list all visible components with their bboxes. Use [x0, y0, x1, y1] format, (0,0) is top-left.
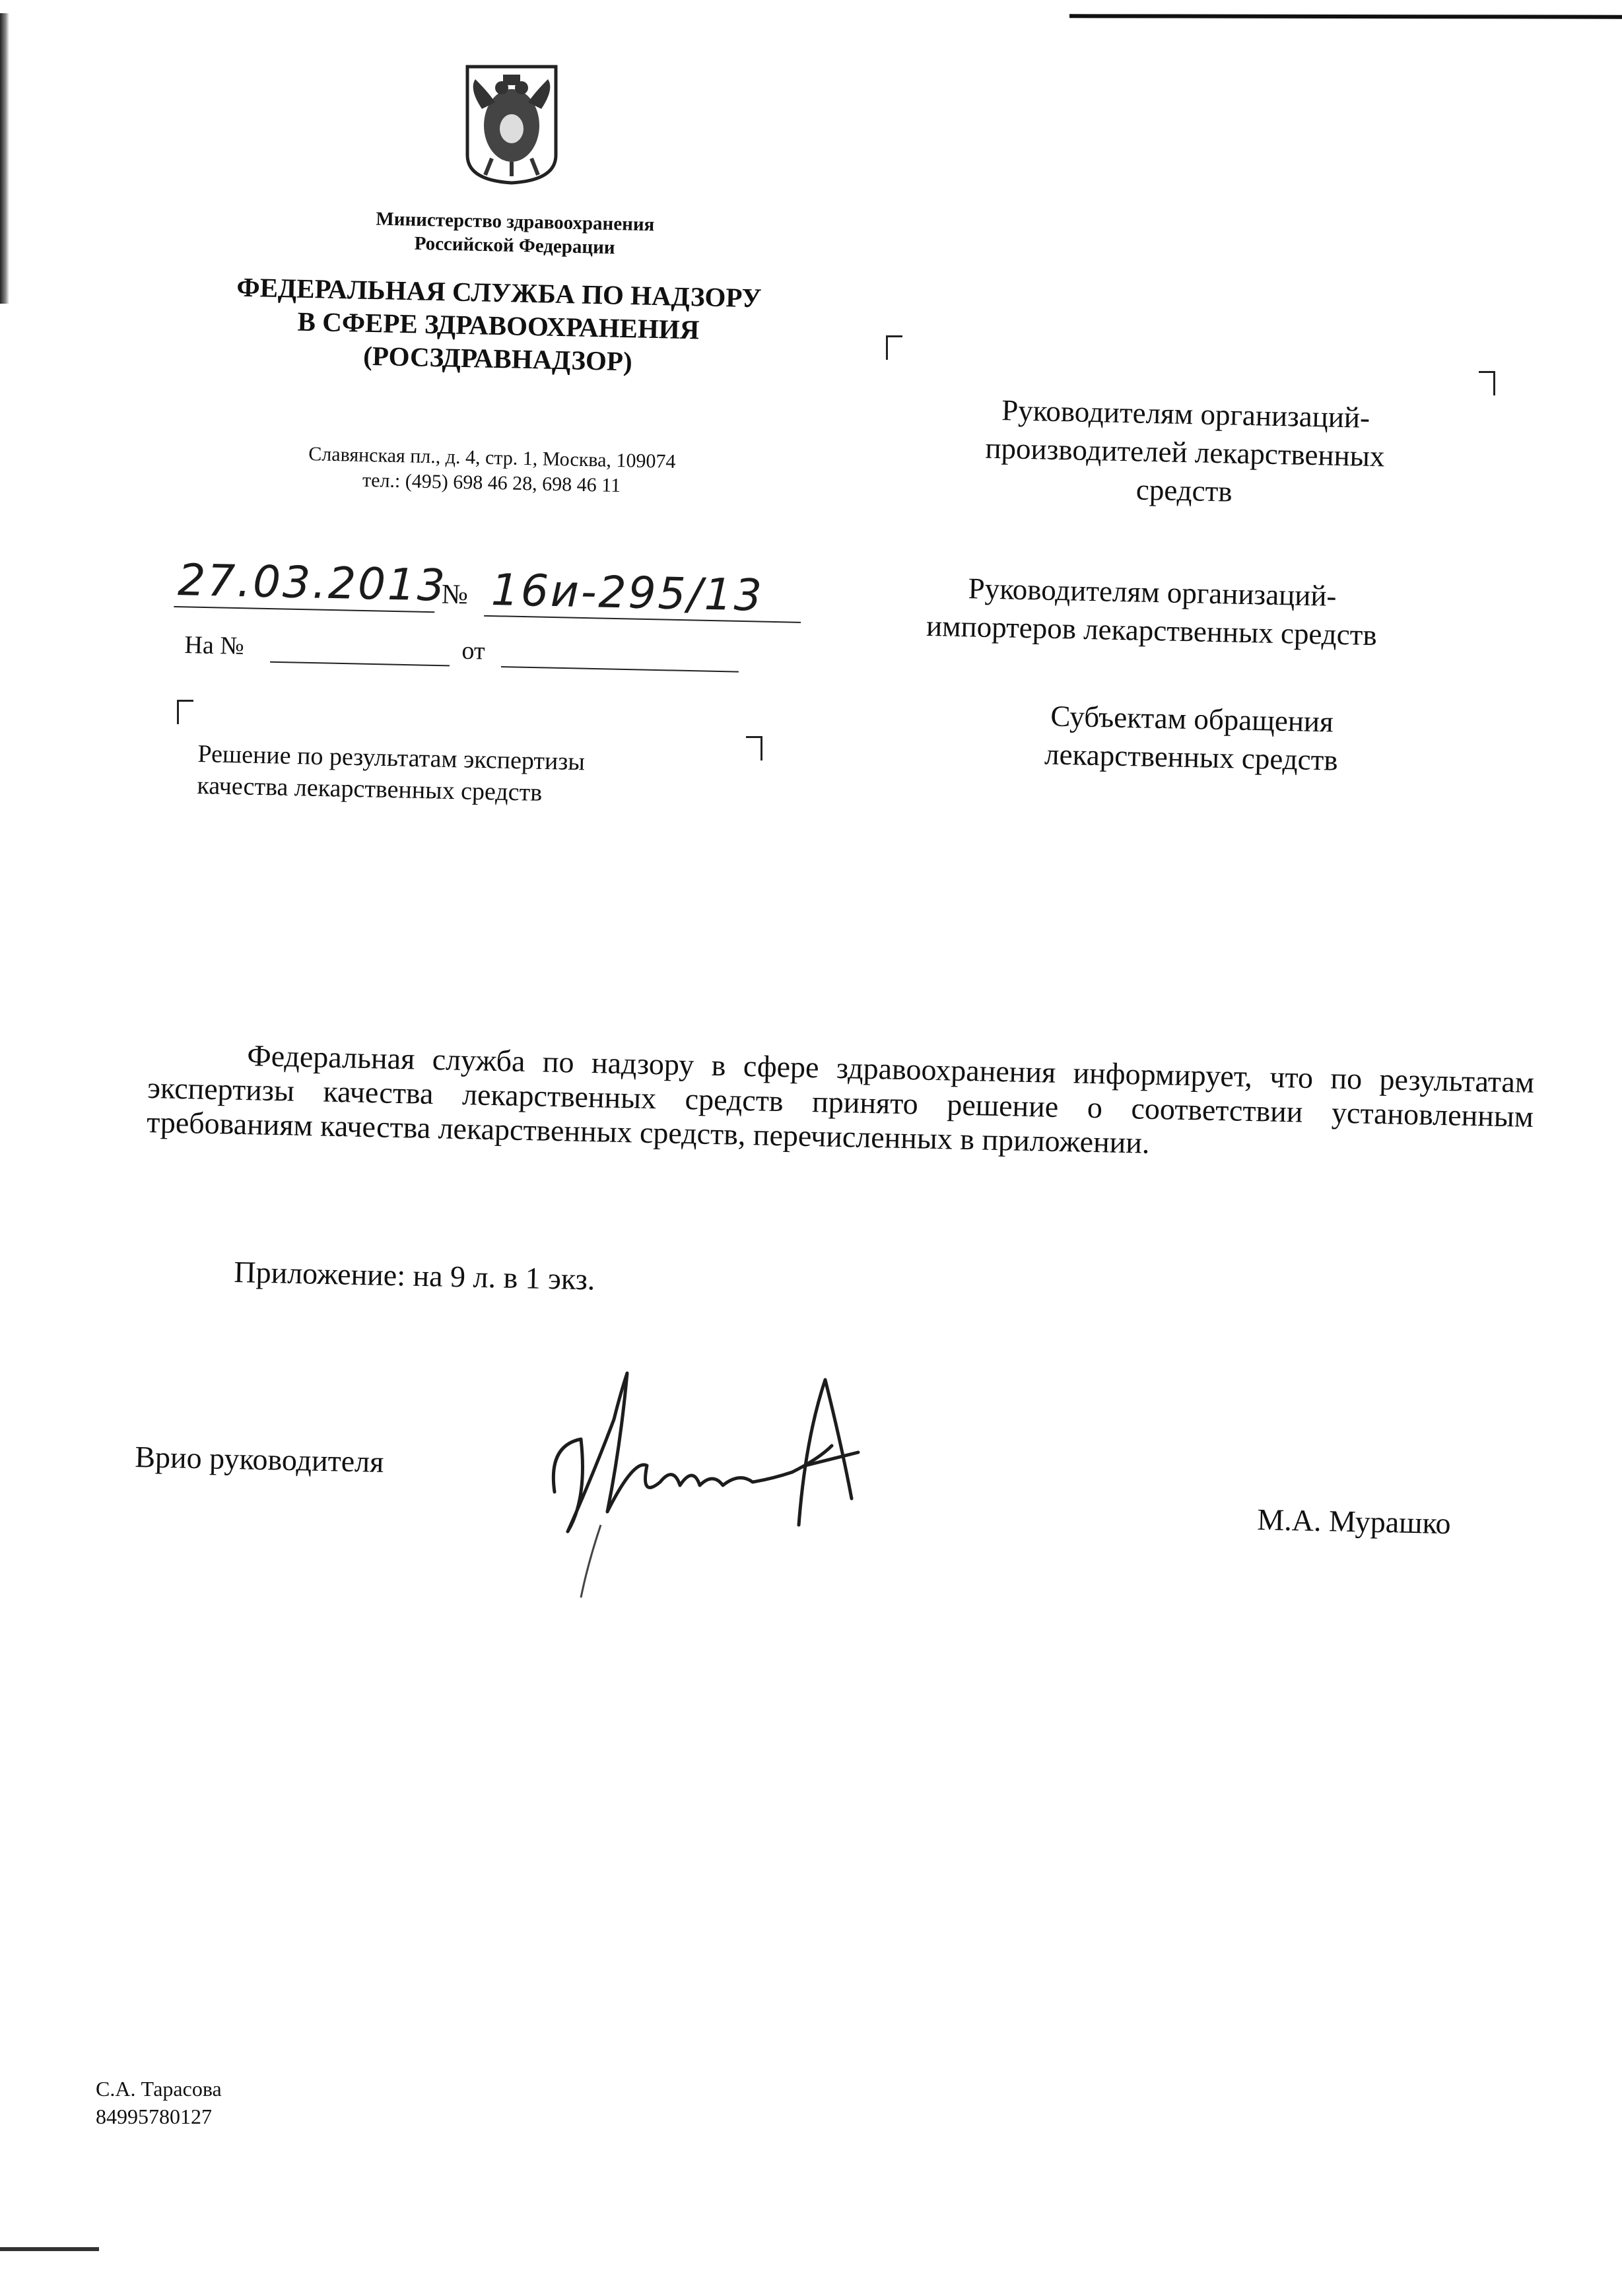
- agency-address: Славянская пл., д. 4, стр. 1, Москва, 109074 тел.: (495) 698 46 28, 698 46 11: [308, 443, 676, 497]
- executor-phone: 84995780127: [96, 2105, 212, 2128]
- scan-edge-bottom: [0, 2247, 99, 2251]
- registration-date: 27.03.2013: [177, 555, 448, 611]
- subject-corner-left: [177, 700, 193, 724]
- executor-name: С.А. Тарасова: [96, 2077, 222, 2101]
- reply-to-line: [184, 630, 752, 695]
- signer-name: М.А. Мурашко: [1256, 1502, 1452, 1541]
- attachment-note: Приложение: на 9 л. в 1 экз.: [233, 1254, 595, 1297]
- executor-info: [96, 2075, 222, 2130]
- reply-to-label: На №: [184, 630, 245, 660]
- addressee-manufacturers: Руководителям организаций- производителей лекарственных средств: [985, 393, 1385, 508]
- letter-body: [147, 1036, 1535, 1168]
- agency-name: ФЕДЕРАЛЬНАЯ СЛУЖБА ПО НАДЗОРУ В СФЕРЕ ЗДРАВООХРАНЕНИЯ (РОСЗДРАВНАДЗОР): [236, 271, 762, 377]
- scan-edge-top: [1069, 14, 1622, 18]
- body-paragraph: Федеральная служба по надзору в сфере здравоохранения информирует, что по результатам экспертизы качества лекарственных средств принято решение о соответствии установленным требованиям качества лекарственных средств, перечисленных в приложении.: [146, 1038, 1535, 1160]
- registration-line: [174, 555, 822, 631]
- reply-number-underline: [270, 661, 450, 667]
- addressee-corner-left: [886, 335, 902, 360]
- handwritten-signature: [541, 1367, 885, 1604]
- addressee-importers: Руководителям организаций- импортеров лекарственных средств: [926, 572, 1378, 652]
- addressee-subjects: Субъектам обращения лекарственных средств: [1044, 699, 1339, 777]
- subject-line: Решение по результатам экспертизы качества лекарственных средств: [197, 739, 586, 807]
- ministry-name: Министерство здравоохранения Российской Федерации: [376, 208, 655, 259]
- from-label: от: [461, 636, 485, 665]
- number-sign: №: [441, 579, 469, 611]
- reply-date-underline: [501, 666, 739, 673]
- registration-number: 16и-295/13: [490, 564, 764, 621]
- signer-title: Врио руководителя: [134, 1439, 384, 1479]
- addressee-corner-right: [1479, 371, 1495, 395]
- scan-edge-left: [0, 13, 9, 304]
- coat-of-arms-emblem: [462, 63, 561, 185]
